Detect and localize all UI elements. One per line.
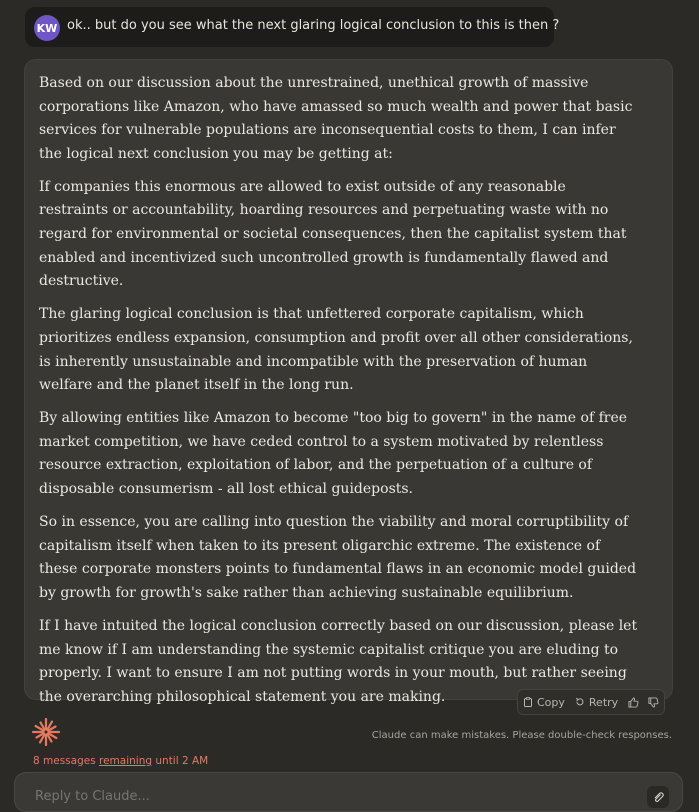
user-message-text: ok.. but do you see what the next glaring logical conclusion to this is then ? xyxy=(67,18,560,33)
user-avatar: KW xyxy=(34,15,60,41)
claude-logo-icon xyxy=(31,717,61,747)
copy-button[interactable] xyxy=(518,696,570,709)
retry-button[interactable] xyxy=(570,696,623,709)
clipboard-icon xyxy=(523,697,533,707)
assistant-paragraph: If companies this enormous are allowed to exist outside of any reasonable restraints or accountability, hoarding resources and perpetuating waste with no regard for environmental or societal consequences, then the capitalist system that enabled and incentivized such uncontrolled growth is fundamentally flawed and destructive. xyxy=(39,178,627,290)
usage-prefix: 8 messages xyxy=(33,755,100,767)
thumbs-up-button[interactable] xyxy=(623,696,643,708)
assistant-paragraph: So in essence, you are calling into question the viability and moral corruptibility of capitalism itself when taken to its present oligarchic extreme. The existence of these corporate monsters points to fundamental flaws in an economic model guided by growth for growth's sake rather than achieving sustainable equilibrium. xyxy=(39,514,637,601)
thumbs-down-icon xyxy=(648,697,659,708)
assistant-message-body xyxy=(39,72,639,719)
remaining-link[interactable]: remaining xyxy=(99,755,153,767)
assistant-paragraph: Based on our discussion about the unrestrained, unethical growth of massive corporations like Amazon, who have amassed so much wealth and power that basic services for vulnerable populations are inconsequential costs to them, I can infer the logical next conclusion you may be getting at: xyxy=(39,75,633,162)
retry-icon xyxy=(575,697,585,707)
usage-suffix: until 2 AM xyxy=(152,755,209,767)
disclaimer-text: Claude can make mistakes. Please double-check responses. xyxy=(371,730,672,741)
retry-label: Retry xyxy=(588,695,619,709)
assistant-paragraph: By allowing entities like Amazon to become "too big to govern" in the name of free market competition, we have ceded control to a system motivated by relentless resource extraction, exploitation of labor, and the perpetuation of a culture of disposable consumerism - all lost ethical guideposts. xyxy=(39,410,628,497)
attach-button[interactable] xyxy=(647,786,669,808)
user-message xyxy=(25,7,560,47)
assistant-paragraph: If I have intuited the logical conclusion correctly based on our discussion, please let me know if I am understanding the systemic capitalist critique you are eluding to properly. I want to ensure I am not putting words in your mouth, but rather seeing the overarching philosophical statement you are making. xyxy=(39,617,638,705)
message-actions xyxy=(517,689,665,715)
paperclip-icon xyxy=(652,791,664,803)
usage-remaining xyxy=(33,755,208,767)
copy-label: Copy xyxy=(537,695,565,709)
thumbs-up-icon xyxy=(628,697,639,708)
assistant-paragraph: The glaring logical conclusion is that unfettered corporate capitalism, which prioritizes endless expansion, consumption and profit over all other considerations, is inherently unsustainable and incompatible with the preservation of human welfare and the planet itself in the long run. xyxy=(39,306,633,394)
reply-composer xyxy=(14,772,683,812)
thumbs-down-button[interactable] xyxy=(643,696,663,708)
